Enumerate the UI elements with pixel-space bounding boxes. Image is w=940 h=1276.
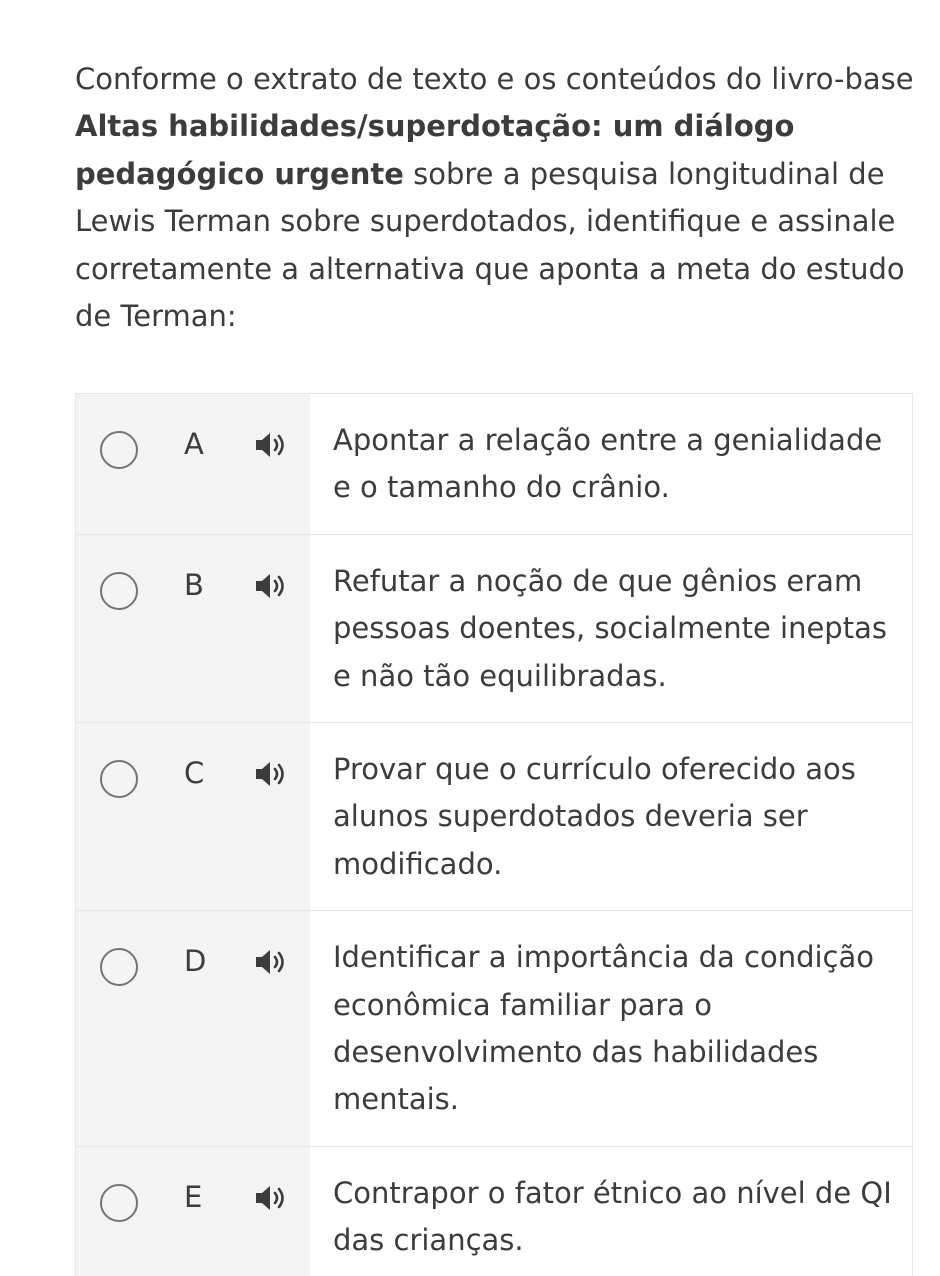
option-b[interactable] xyxy=(76,535,912,723)
option-b-text: Refutar a noção de que gênios eram pessoas doentes, socialmente ineptas e não tão equilibradas. xyxy=(310,535,912,722)
radio-unchecked-icon[interactable] xyxy=(100,948,138,986)
option-e[interactable] xyxy=(76,1147,912,1276)
option-c[interactable] xyxy=(76,723,912,911)
option-a-text: Apontar a relação entre a genialidade e o tamanho do crânio. xyxy=(310,394,912,534)
question-part-1: Conforme o extrato de texto e os conteúdos do livro-base xyxy=(75,62,914,96)
speaker-audio-icon[interactable] xyxy=(254,947,288,977)
speaker-audio-icon[interactable] xyxy=(254,571,288,601)
speaker-audio-icon[interactable] xyxy=(254,1183,288,1213)
question-part-2: sobre a pesquisa longitudinal de Lewis Terman sobre superdotados, identifique e assinale corretamente a alternativa que aponta a meta do estudo de Terman: xyxy=(75,156,905,334)
option-d-controls xyxy=(76,911,310,1146)
radio-unchecked-icon[interactable] xyxy=(100,431,138,469)
option-e-text: Contrapor o fator étnico ao nível de QI das crianças. xyxy=(310,1147,912,1276)
option-a-letter: A xyxy=(184,427,204,461)
option-c-controls xyxy=(76,723,310,910)
option-b-controls xyxy=(76,535,310,722)
option-b-letter: B xyxy=(184,567,204,602)
options-list xyxy=(75,393,913,1276)
option-d-text: Identificar a importância da condição econômica familiar para o desenvolvimento das habilidades mentais. xyxy=(310,911,912,1146)
option-c-letter: C xyxy=(184,756,205,791)
radio-unchecked-icon[interactable] xyxy=(100,760,138,798)
book-title: Altas habilidades/superdotação: um diálogo pedagógico urgente xyxy=(75,109,795,191)
option-a[interactable] xyxy=(76,394,912,535)
speaker-audio-icon[interactable] xyxy=(254,759,288,789)
radio-unchecked-icon[interactable] xyxy=(100,1184,138,1222)
option-d[interactable] xyxy=(76,911,912,1147)
option-e-letter: E xyxy=(184,1179,203,1214)
radio-unchecked-icon[interactable] xyxy=(100,572,138,610)
speaker-audio-icon[interactable] xyxy=(254,430,288,460)
option-d-letter: D xyxy=(184,944,207,979)
option-c-text: Provar que o currículo oferecido aos alunos superdotados deveria ser modificado. xyxy=(310,723,912,910)
question-text xyxy=(75,56,920,340)
option-a-controls xyxy=(76,394,310,534)
option-e-controls xyxy=(76,1147,310,1276)
